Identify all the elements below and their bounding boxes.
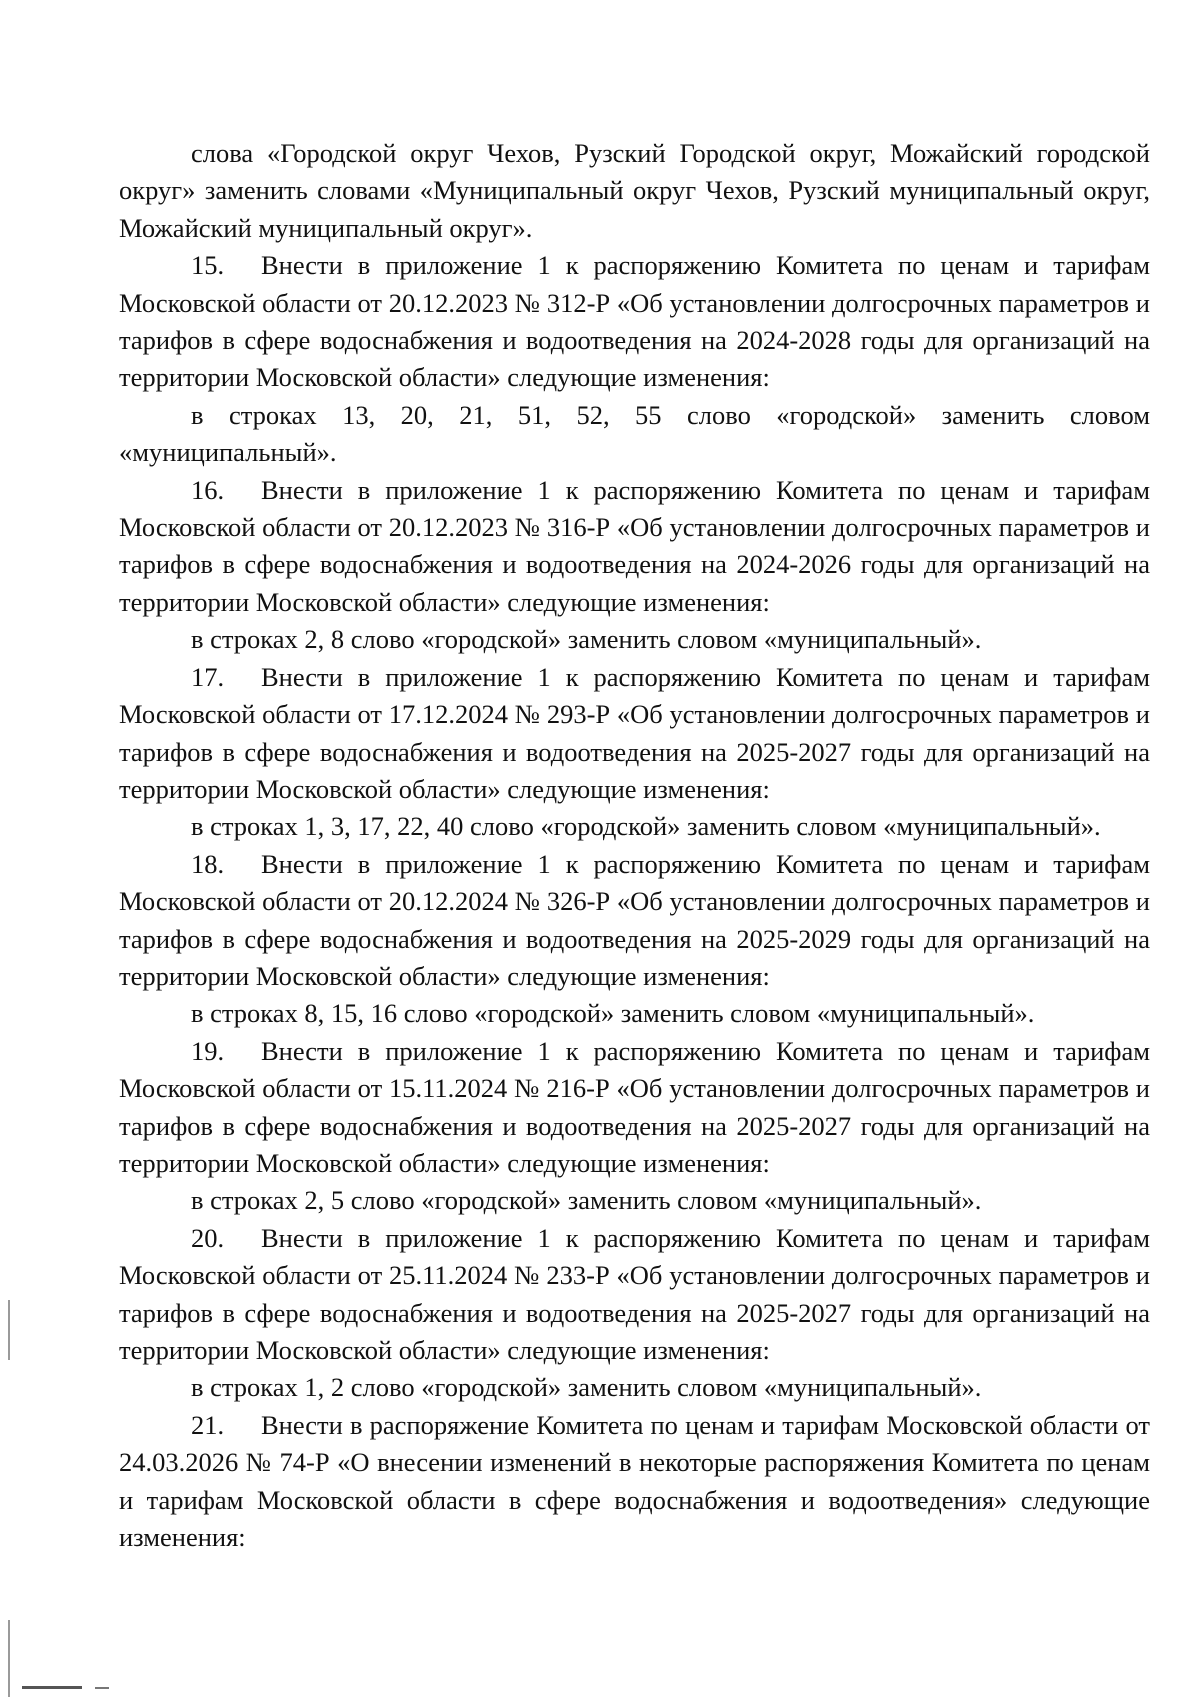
item-number: 17. <box>191 661 225 692</box>
item-17-paragraph <box>119 659 1150 809</box>
scan-edge-mark <box>95 1687 109 1689</box>
item-text: Внести в приложение 1 к распоряжению Комитета по ценам и тарифам Московской области от 20.12.2023 № 316-Р «Об установлении долгосрочных параметров и тарифов в сфере водоснабжения и водоотведения на 2024-2026 годы для организаций на территории Московской области» следующие изменения: <box>119 474 1150 617</box>
item-number: 15. <box>191 250 225 281</box>
item-text: Внести в приложение 1 к распоряжению Комитета по ценам и тарифам Московской области от 20.12.2024 № 326-Р «Об установлении долгосрочных параметров и тарифов в сфере водоснабжения и водоотведения на 2025-2029 годы для организаций на территории Московской области» следующие изменения: <box>119 848 1150 991</box>
item-21-paragraph <box>119 1407 1150 1557</box>
item-number: 18. <box>191 848 225 879</box>
item-20-paragraph <box>119 1220 1150 1370</box>
item-15-change: в строках 13, 20, 21, 51, 52, 55 слово «городской» заменить словом «муниципальный». <box>119 399 1150 468</box>
item-19-paragraph <box>119 1033 1150 1183</box>
item-number: 21. <box>191 1409 225 1440</box>
item-18-change: в строках 8, 15, 16 слово «городской» заменить словом «муниципальный». <box>191 998 1035 1029</box>
item-19-change: в строках 2, 5 слово «городской» заменить словом «муниципальный». <box>191 1185 982 1216</box>
item-15-paragraph <box>119 247 1150 397</box>
item-18-paragraph <box>119 846 1150 996</box>
document-body <box>119 135 1150 1556</box>
item-number: 19. <box>191 1035 225 1066</box>
scan-edge-mark <box>22 1686 82 1689</box>
intro-paragraph: слова «Городской округ Чехов, Рузский Городской округ, Можайский городской округ» заменить словами «Муниципальный округ Чехов, Рузский муниципальный округ, Можайский муниципальный округ». <box>119 138 1150 243</box>
item-text: Внести в приложение 1 к распоряжению Комитета по ценам и тарифам Московской области от 15.11.2024 № 216-Р «Об установлении долгосрочных параметров и тарифов в сфере водоснабжения и водоотведения на 2025-2027 годы для организаций на территории Московской области» следующие изменения: <box>119 1035 1150 1178</box>
item-number: 16. <box>191 474 225 505</box>
item-text: Внести в приложение 1 к распоряжению Комитета по ценам и тарифам Московской области от 20.12.2023 № 312-Р «Об установлении долгосрочных параметров и тарифов в сфере водоснабжения и водоотведения на 2024-2028 годы для организаций на территории Московской области» следующие изменения: <box>119 250 1150 393</box>
item-16-change: в строках 2, 8 слово «городской» заменить словом «муниципальный». <box>191 624 982 655</box>
scan-margin-mark <box>8 1620 10 1697</box>
item-17-change: в строках 1, 3, 17, 22, 40 слово «городской» заменить словом «муниципальный». <box>191 811 1101 842</box>
item-text: Внести в приложение 1 к распоряжению Комитета по ценам и тарифам Московской области от 17.12.2024 № 293-Р «Об установлении долгосрочных параметров и тарифов в сфере водоснабжения и водоотведения на 2025-2027 годы для организаций на территории Московской области» следующие изменения: <box>119 661 1150 804</box>
item-16-paragraph <box>119 472 1150 622</box>
item-20-change: в строках 1, 2 слово «городской» заменить словом «муниципальный». <box>191 1372 982 1403</box>
scan-margin-mark <box>8 1300 10 1360</box>
item-number: 20. <box>191 1222 225 1253</box>
item-text: Внести в приложение 1 к распоряжению Комитета по ценам и тарифам Московской области от 25.11.2024 № 233-Р «Об установлении долгосрочных параметров и тарифов в сфере водоснабжения и водоотведения на 2025-2027 годы для организаций на территории Московской области» следующие изменения: <box>119 1222 1150 1365</box>
item-text: Внести в распоряжение Комитета по ценам и тарифам Московской области от 24.03.2026 № 74-Р «О внесении изменений в некоторые распоряжения Комитета по ценам и тарифам Московской области в сфере водоснабжения и водоотведения» следующие изменения: <box>119 1409 1150 1553</box>
